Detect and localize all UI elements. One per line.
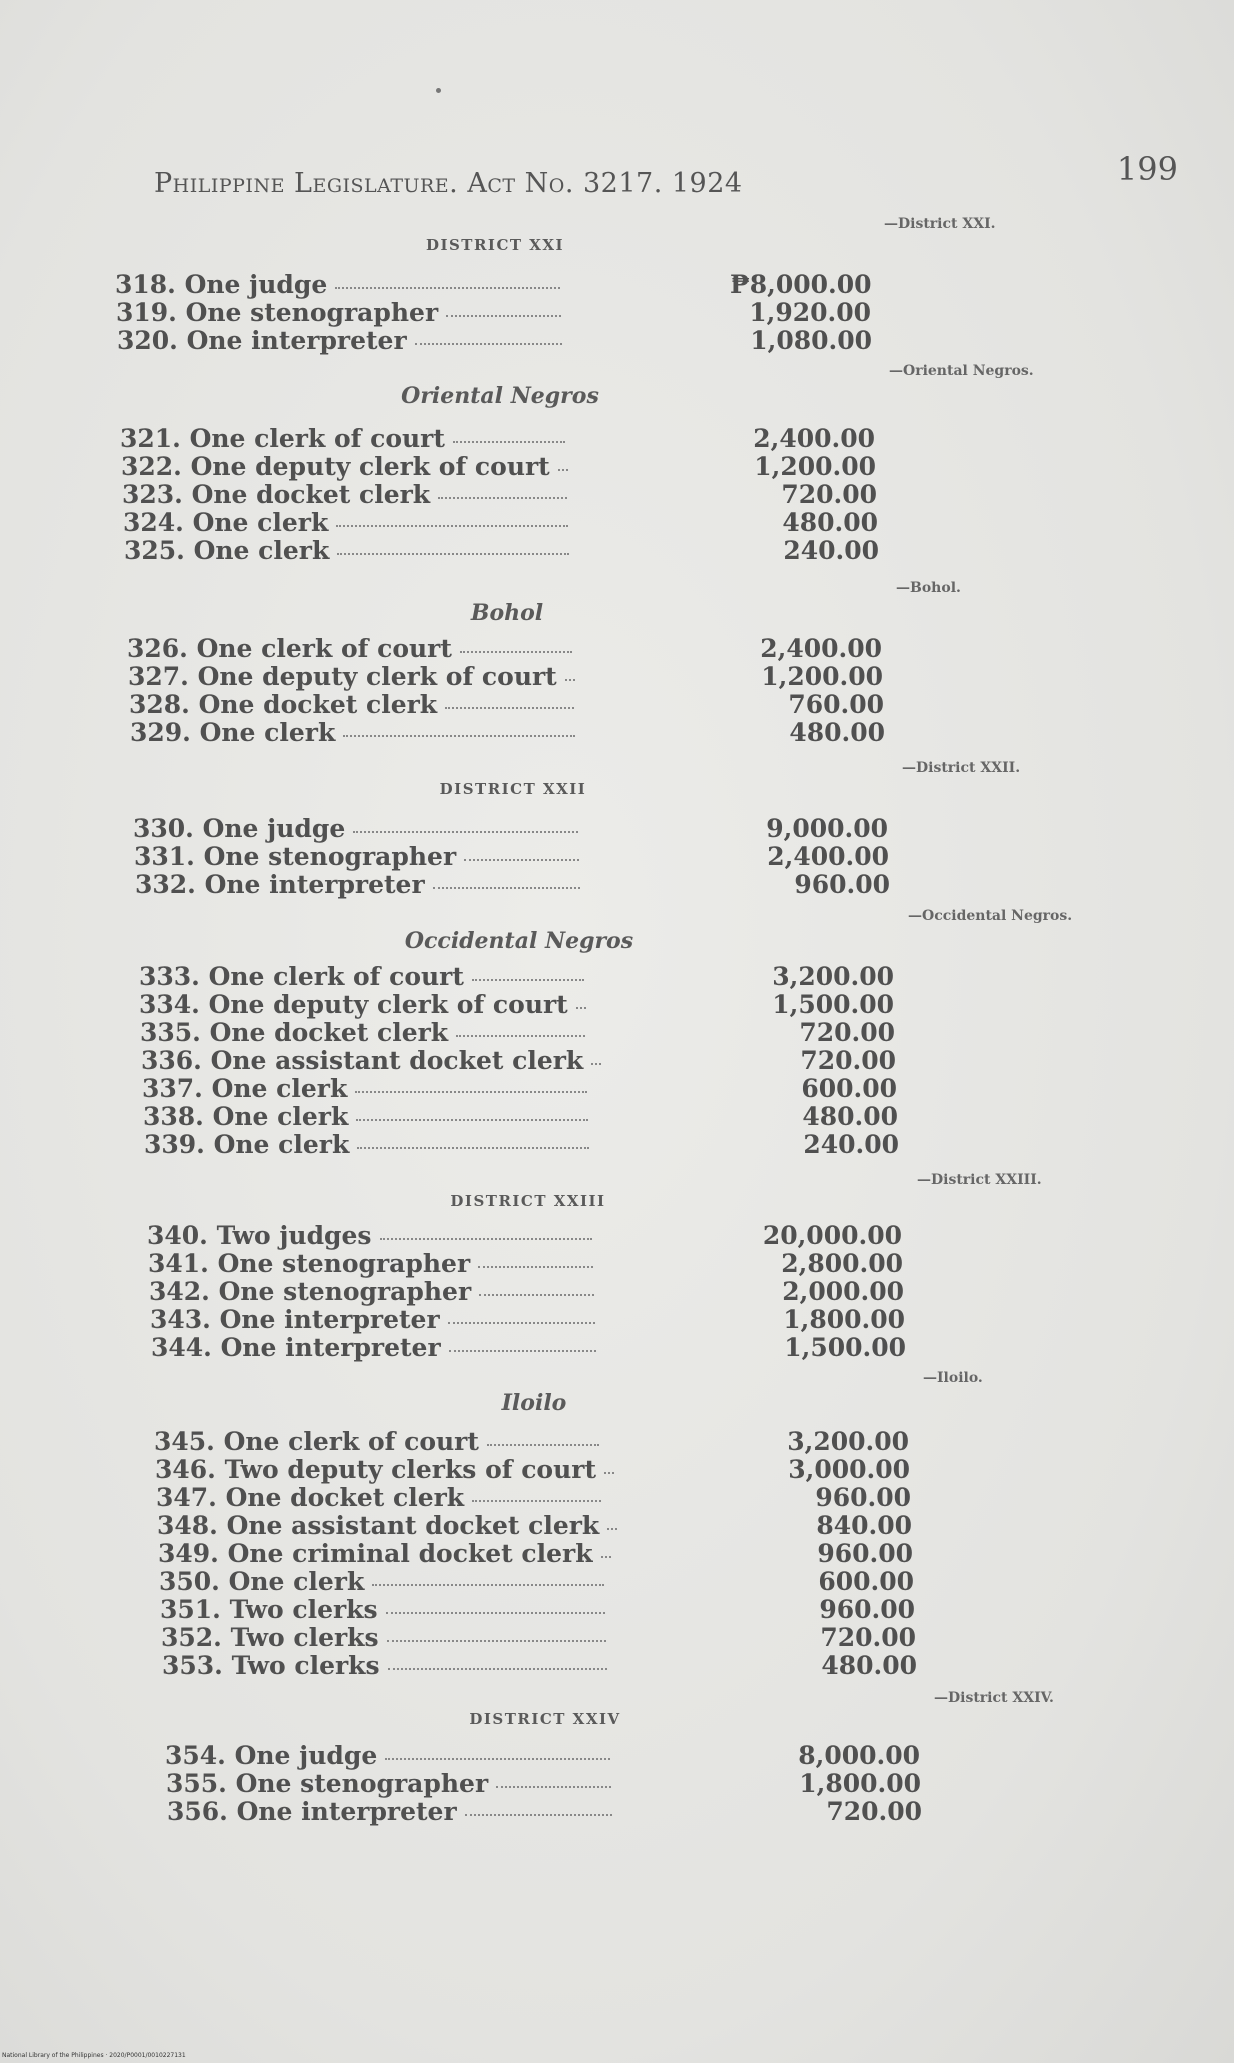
dot-leader bbox=[357, 1147, 589, 1149]
header-title: Philippine Legislature. Act No. 3217. 1924 bbox=[154, 168, 743, 199]
dot-leader bbox=[464, 859, 579, 861]
margin-note: —Oriental Negros. bbox=[889, 363, 1034, 379]
item-label: 326. One clerk of court bbox=[127, 634, 452, 663]
item-label: 349. One criminal docket clerk bbox=[158, 1539, 593, 1568]
item-amount: 480.00 bbox=[821, 1651, 917, 1680]
dot-leader bbox=[601, 1556, 611, 1558]
item-label: 321. One clerk of court bbox=[120, 424, 445, 453]
item-amount: 1,080.00 bbox=[750, 326, 872, 355]
item-amount: 720.00 bbox=[781, 480, 877, 509]
item-amount: 960.00 bbox=[817, 1539, 913, 1568]
section-heading: DISTRICT XXIII bbox=[450, 1192, 606, 1210]
line-item bbox=[124, 536, 919, 564]
item-label: 348. One assistant docket clerk bbox=[157, 1511, 600, 1540]
dot-leader bbox=[487, 1444, 599, 1446]
line-item bbox=[160, 1595, 955, 1623]
item-label: 330. One judge bbox=[133, 814, 346, 843]
line-item bbox=[139, 962, 934, 990]
dot-leader bbox=[335, 287, 560, 289]
dot-leader bbox=[446, 315, 561, 317]
line-item bbox=[157, 1511, 952, 1539]
line-item bbox=[121, 452, 916, 480]
line-item bbox=[133, 814, 928, 842]
line-item bbox=[148, 1249, 943, 1277]
line-item bbox=[135, 870, 930, 898]
line-item bbox=[167, 1797, 962, 1825]
line-item bbox=[162, 1651, 957, 1679]
dot-leader bbox=[355, 1091, 587, 1093]
dot-leader bbox=[380, 1238, 592, 1240]
dot-leader bbox=[445, 707, 574, 709]
item-amount: 2,400.00 bbox=[760, 634, 882, 663]
item-label: 318. One judge bbox=[115, 270, 328, 299]
section-heading: DISTRICT XXII bbox=[439, 780, 587, 798]
item-label: 342. One stenographer bbox=[149, 1277, 472, 1306]
item-label: 337. One clerk bbox=[142, 1074, 348, 1103]
section-heading: DISTRICT XXIV bbox=[469, 1710, 621, 1728]
item-label: 320. One interpreter bbox=[117, 326, 407, 355]
item-amount: 9,000.00 bbox=[766, 814, 888, 843]
section-heading: Oriental Negros bbox=[401, 383, 599, 409]
item-amount: 240.00 bbox=[783, 536, 879, 565]
item-label: 324. One clerk bbox=[123, 508, 329, 537]
dot-leader bbox=[565, 679, 575, 681]
item-amount: 720.00 bbox=[820, 1623, 916, 1652]
margin-note: —District XXII. bbox=[902, 760, 1021, 776]
line-item bbox=[166, 1769, 961, 1797]
item-label: 355. One stenographer bbox=[166, 1769, 489, 1798]
item-label: 325. One clerk bbox=[124, 536, 330, 565]
dot-leader bbox=[448, 1322, 595, 1324]
item-label: 352. Two clerks bbox=[161, 1623, 379, 1652]
margin-note: —District XXI. bbox=[884, 216, 996, 232]
item-amount: 720.00 bbox=[800, 1046, 896, 1075]
dot-leader bbox=[607, 1528, 617, 1530]
line-item bbox=[147, 1221, 942, 1249]
line-item bbox=[161, 1623, 956, 1651]
line-item bbox=[139, 990, 934, 1018]
line-item bbox=[123, 508, 918, 536]
line-item bbox=[144, 1130, 939, 1158]
item-amount: 1,500.00 bbox=[784, 1333, 906, 1362]
item-label: 340. Two judges bbox=[147, 1221, 372, 1250]
item-amount: 1,800.00 bbox=[783, 1305, 905, 1334]
item-label: 333. One clerk of court bbox=[139, 962, 464, 991]
margin-note: —Iloilo. bbox=[923, 1370, 983, 1386]
margin-note: —District XXIV. bbox=[934, 1690, 1054, 1706]
item-label: 338. One clerk bbox=[143, 1102, 349, 1131]
item-amount: 20,000.00 bbox=[762, 1221, 902, 1250]
item-label: 332. One interpreter bbox=[135, 870, 425, 899]
line-item bbox=[143, 1102, 938, 1130]
item-label: 347. One docket clerk bbox=[156, 1483, 465, 1512]
dot-leader bbox=[415, 343, 562, 345]
section-heading: Occidental Negros bbox=[404, 928, 634, 954]
dot-leader bbox=[479, 1294, 594, 1296]
line-item bbox=[149, 1277, 944, 1305]
section-heading: Iloilo bbox=[501, 1390, 567, 1416]
item-label: 345. One clerk of court bbox=[154, 1427, 479, 1456]
dot-leader bbox=[385, 1758, 610, 1760]
line-item bbox=[154, 1427, 949, 1455]
item-amount: 960.00 bbox=[794, 870, 890, 899]
line-item bbox=[140, 1018, 935, 1046]
item-amount: 3,200.00 bbox=[772, 962, 894, 991]
item-amount: 480.00 bbox=[802, 1102, 898, 1131]
line-item bbox=[142, 1074, 937, 1102]
dot-leader bbox=[591, 1063, 601, 1065]
dot-leader bbox=[433, 887, 580, 889]
dot-leader bbox=[386, 1612, 605, 1614]
line-item bbox=[116, 298, 911, 326]
line-item bbox=[134, 842, 929, 870]
item-label: 319. One stenographer bbox=[116, 298, 439, 327]
item-label: 323. One docket clerk bbox=[122, 480, 431, 509]
item-amount: 1,200.00 bbox=[754, 452, 876, 481]
item-amount: 8,000.00 bbox=[798, 1741, 920, 1770]
dot-leader bbox=[460, 651, 572, 653]
line-item bbox=[155, 1455, 950, 1483]
line-item bbox=[120, 424, 915, 452]
item-label: 335. One docket clerk bbox=[140, 1018, 449, 1047]
dot-leader bbox=[353, 831, 578, 833]
section-heading: Bohol bbox=[470, 600, 544, 626]
dot-leader bbox=[372, 1584, 604, 1586]
dot-leader bbox=[558, 469, 568, 471]
margin-note: —District XXIII. bbox=[917, 1172, 1042, 1188]
line-item bbox=[150, 1305, 945, 1333]
dot-leader bbox=[336, 525, 568, 527]
line-item bbox=[127, 634, 922, 662]
item-amount: 1,500.00 bbox=[772, 990, 894, 1019]
dot-leader bbox=[604, 1472, 614, 1474]
line-item bbox=[122, 480, 917, 508]
item-label: 346. Two deputy clerks of court bbox=[155, 1455, 596, 1484]
item-label: 329. One clerk bbox=[130, 718, 336, 747]
line-item bbox=[141, 1046, 936, 1074]
item-amount: 240.00 bbox=[803, 1130, 899, 1159]
dot-leader bbox=[472, 1500, 601, 1502]
item-label: 341. One stenographer bbox=[148, 1249, 471, 1278]
item-amount: 840.00 bbox=[816, 1511, 912, 1540]
item-amount: 480.00 bbox=[782, 508, 878, 537]
item-amount: 1,920.00 bbox=[749, 298, 871, 327]
item-amount: 960.00 bbox=[819, 1595, 915, 1624]
line-item bbox=[130, 718, 925, 746]
item-amount: 760.00 bbox=[788, 690, 884, 719]
item-label: 343. One interpreter bbox=[150, 1305, 440, 1334]
section-heading: DISTRICT XXI bbox=[425, 236, 565, 254]
item-amount: 1,800.00 bbox=[799, 1769, 921, 1798]
dot-leader bbox=[449, 1350, 596, 1352]
item-amount: 2,400.00 bbox=[767, 842, 889, 871]
item-amount: 3,000.00 bbox=[788, 1455, 910, 1484]
item-label: 351. Two clerks bbox=[160, 1595, 378, 1624]
item-amount: 480.00 bbox=[789, 718, 885, 747]
item-label: 344. One interpreter bbox=[151, 1333, 441, 1362]
item-label: 353. Two clerks bbox=[162, 1651, 380, 1680]
margin-note: —Bohol. bbox=[896, 580, 961, 596]
item-label: 334. One deputy clerk of court bbox=[139, 990, 568, 1019]
line-item bbox=[115, 270, 910, 298]
item-label: 339. One clerk bbox=[144, 1130, 350, 1159]
item-label: 322. One deputy clerk of court bbox=[121, 452, 550, 481]
item-label: 356. One interpreter bbox=[167, 1797, 457, 1826]
dot-leader bbox=[472, 979, 584, 981]
dot-leader bbox=[453, 441, 565, 443]
running-header bbox=[154, 150, 1194, 202]
line-item bbox=[129, 690, 924, 718]
line-item bbox=[117, 326, 912, 354]
item-label: 354. One judge bbox=[165, 1741, 378, 1770]
line-item bbox=[158, 1539, 953, 1567]
item-amount: 720.00 bbox=[799, 1018, 895, 1047]
item-label: 328. One docket clerk bbox=[129, 690, 438, 719]
dot-leader bbox=[478, 1266, 593, 1268]
dot-leader bbox=[576, 1007, 586, 1009]
dot-leader bbox=[388, 1668, 607, 1670]
item-label: 350. One clerk bbox=[159, 1567, 365, 1596]
item-amount: 600.00 bbox=[801, 1074, 897, 1103]
item-amount: 1,200.00 bbox=[761, 662, 883, 691]
dot-leader bbox=[387, 1640, 606, 1642]
dot-leader bbox=[456, 1035, 585, 1037]
item-amount: 600.00 bbox=[818, 1567, 914, 1596]
item-amount: 3,200.00 bbox=[787, 1427, 909, 1456]
item-amount: 2,800.00 bbox=[781, 1249, 903, 1278]
line-item bbox=[165, 1741, 960, 1769]
item-label: 336. One assistant docket clerk bbox=[141, 1046, 584, 1075]
item-amount: 2,000.00 bbox=[782, 1277, 904, 1306]
dot-leader bbox=[438, 497, 567, 499]
line-item bbox=[156, 1483, 951, 1511]
speck-mark bbox=[436, 88, 441, 93]
footer-credit: National Library of the Philippines · 2020/P0001/0010227131 bbox=[2, 2052, 186, 2059]
item-amount: 2,400.00 bbox=[753, 424, 875, 453]
margin-note: —Occidental Negros. bbox=[908, 908, 1073, 924]
line-item bbox=[128, 662, 923, 690]
line-item bbox=[159, 1567, 954, 1595]
item-amount: 960.00 bbox=[815, 1483, 911, 1512]
item-amount: ₱8,000.00 bbox=[730, 270, 872, 299]
line-item bbox=[151, 1333, 946, 1361]
dot-leader bbox=[343, 735, 575, 737]
dot-leader bbox=[356, 1119, 588, 1121]
page-number: 199 bbox=[1116, 150, 1178, 188]
dot-leader bbox=[496, 1786, 611, 1788]
dot-leader bbox=[465, 1814, 612, 1816]
item-label: 331. One stenographer bbox=[134, 842, 457, 871]
item-label: 327. One deputy clerk of court bbox=[128, 662, 557, 691]
item-amount: 720.00 bbox=[826, 1797, 922, 1826]
dot-leader bbox=[337, 553, 569, 555]
